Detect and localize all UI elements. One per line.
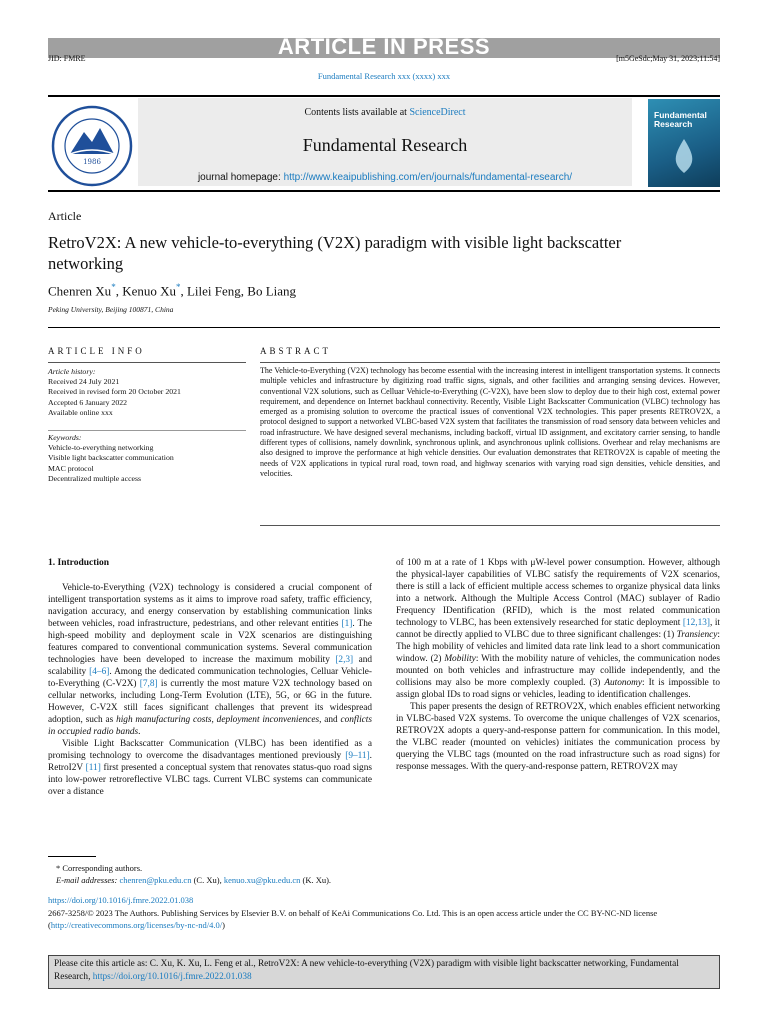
banner-text: ARTICLE IN PRESS — [277, 34, 491, 59]
author[interactable]: Bo Liang — [247, 283, 297, 299]
keyword: Vehicle-to-everything networking — [48, 443, 154, 453]
paragraph: of 100 m at a rate of 1 Kbps with μW-level power consumption. However, although the physical-layer capabilities of VLBC satisfy the requirements of V2X scenarios, there is still a lack of efficient multiple access schemes to organize physical data links into a network. Although the Multiple Access Control (MAC) sublayer of Radio Frequency IDentification (RFID), which is the most related communication technology to VLBC, has been extensively researched for static deployment [12,13], it cannot be directly applied to VLBC due to three significant challenges: (1) Transiency: The high mobility of vehicles and limited data rate link lead to a short communication window. (2) Mobility: With the mobility nature of vehicles, the communication nodes mounted on both vehicles and infrastructure may collide independently, and the collisions may also be more complexly coupled. (3) Autonomy: It is impossible to assign global IDs to road signs or vehicles, leading to identification challenges. — [396, 558, 721, 700]
article-type: Article — [48, 209, 82, 223]
article-history — [48, 367, 246, 418]
email-label: E-mail addresses: — [56, 875, 120, 885]
citation-link[interactable]: [1] — [341, 619, 353, 629]
citation-doi-link[interactable]: https://doi.org/10.1016/j.fmre.2022.01.038 — [92, 972, 252, 982]
journal-citation-link[interactable]: Fundamental Research xxx (xxxx) xxx — [317, 71, 451, 81]
footnote-rule — [48, 856, 96, 857]
author-list: Chenren Xu*, Kenuo Xu*, Lilei Feng, Bo Liang — [48, 282, 297, 299]
footnote-star: * — [56, 863, 61, 873]
contents-prefix: Contents lists available at — [304, 107, 410, 118]
seal-year: 1986 — [83, 158, 101, 166]
header-rule — [48, 190, 720, 192]
sciencedirect-link[interactable]: ScienceDirect — [409, 107, 466, 118]
doi-link[interactable]: https://doi.org/10.1016/j.fmre.2022.01.038 — [48, 895, 194, 905]
citation-link[interactable]: [2,3] — [335, 655, 354, 665]
history-item: Received 24 July 2021 — [48, 377, 120, 387]
license-text: 2667-3258/© 2023 The Authors. Publishing Services by Elsevier B.V. on behalf of KeAi Communications Co. Ltd. This is an open access article under the CC BY-NC-ND license (http://creativecommons.org/licenses/by-nc-nd/4.0/) — [48, 908, 658, 930]
history-item: Accepted 6 January 2022 — [48, 397, 128, 407]
author[interactable]: Kenuo Xu — [122, 283, 176, 299]
article-info-heading: ARTICLE INFO — [48, 346, 145, 356]
citation-link[interactable]: [4–6] — [89, 667, 110, 677]
cover-title: Fundamental Research — [654, 110, 707, 129]
homepage-prefix: journal homepage: — [197, 172, 284, 183]
corresponding-mark[interactable]: * — [175, 282, 181, 292]
author[interactable]: Lilei Feng — [186, 283, 241, 299]
keywords — [48, 433, 246, 484]
citation-link[interactable]: [7,8] — [139, 679, 158, 689]
citation-link[interactable]: [12,13] — [682, 618, 710, 628]
citation-link[interactable]: [9–11] — [345, 751, 370, 761]
history-item: Available online xxx — [48, 407, 113, 417]
journal-title: Fundamental Research — [302, 135, 468, 155]
section-rule — [48, 327, 720, 328]
corresponding-note: Corresponding authors. — [62, 863, 143, 873]
affiliation: Peking University, Beijing 100871, China — [48, 305, 174, 314]
history-item: Received in revised form 20 October 2021 — [48, 387, 181, 397]
email-link[interactable]: kenuo.xu@pku.edu.cn — [223, 875, 301, 885]
manuscript-stamp: [m5GeSdc;May 31, 2023;11:54] — [616, 54, 720, 63]
abstract-heading: ABSTRACT — [260, 346, 332, 356]
keywords-label: Keywords: — [48, 433, 82, 442]
keyword: MAC protocol — [48, 463, 94, 473]
citation-text: Please cite this article as: C. Xu, K. Xu, L. Feng et al., RetroV2X: A new vehicle-to-everything (V2X) paradigm with visible light backscatter networking, Fundamental Research, https://doi.org/10.1016/j.fmre.2022.01.038 — [54, 959, 679, 982]
homepage-link[interactable]: http://www.keaipublishing.com/en/journals/fundamental-research/ — [283, 172, 573, 183]
paragraph: This paper presents the design of RETROV2X, which enables efficient networking in VLBC-based V2X systems. To overcome the unique challenges of V2X scenarios, RETROV2X adopts a query-and-response pattern for communication. In this model, the VLBC reader (mounted on vehicles) initiates the communication process by querying the VLBC tags (mounted on the road infrastructure such as road signs) for response messages. With the query-and-response pattern, RETROV2X may — [396, 702, 720, 772]
author[interactable]: Chenren Xu — [48, 283, 112, 299]
keywords-rule — [48, 430, 246, 431]
article-title: RetroV2X: A new vehicle-to-everything (V2X) paradigm with visible light backscatter networking — [48, 233, 622, 273]
abstract-rule — [260, 362, 720, 363]
journal-homepage — [138, 172, 632, 183]
body-column-right — [396, 557, 720, 773]
paragraph: Vehicle-to-Everything (V2X) technology is considered a crucial component of intelligent transportation systems as it aims to improve road safety, traffic efficiency, navigation accuracy, and energy conservation by establishing communication links between vehicles, road infrastructure, pedestrians, and other relevant entities [1]. The high-speed mobility and deployment scale in V2X scenarios are distinguishing features compared to conventional communication systems. Several communication technologies have been developed to increase the maximum mobility [2,3] and scalability [4–6]. Among the dedicated communication technologies, Celluar Vehicle-to-Everything (C-V2X) [7,8] is currently the most mature V2X technology based on cellular networks, including Long-Term Evolution (LTE), 5G, or 6G in the future. However, C-V2X still faces significant challenges that prevent its widespread adoption, such as high manufacturing costs, deployment inconveniences, and conflicts in occupied radio bands. — [48, 583, 372, 737]
license-link[interactable]: http://creativecommons.org/licenses/by-nc-nd/4.0/ — [50, 920, 223, 930]
abstract-text: The Vehicle-to-Everything (V2X) technology has become essential with the increasing interest in intelligent transportation systems. It connects multiple vehicles and infrastructure by digitizing road traffic signs, signals, and other facilities and arranging sensing devices. However, conventional V2X solutions, such as Celluar Vehicle-to-Everything (C-V2X), have been slow to deploy due to their high cost, external power requirement, and dependence on Internet backhaul connectivity. Recently, Visible Light Backscatter Communication (VLBC) technology has emerged as a promising solution to overcome the practical issues of conventional V2X technologies. This paper presents RETROV2X, a protocol designed to support a networked VLBC-based V2X system that facilitates the transmission of road sensory data between vehicles and road infrastructure. We have designed several mechanisms, including backoff, virtual ID assignment, and excitatory carrier sensing, to handle different types of collisions, namely downlink, synchronous uplink, and asynchronous uplink collisions. Overhear and relay mechanisms are also designed to improve the performance at high vehicle densities. Our evaluation demonstrates that RETROV2X is capable of meeting the needs of V2X applications in typical rural road, town road, and highway scenarios with varying road sign densities, vehicle densities, and velocities. — [260, 366, 720, 478]
citation-link[interactable]: [11] — [85, 763, 101, 773]
keyword: Visible light backscatter communication — [48, 453, 174, 463]
body-column-left — [48, 582, 372, 798]
top-rule — [48, 95, 720, 97]
contents-line — [138, 107, 632, 118]
email-link[interactable]: chenren@pku.edu.cn — [119, 875, 192, 885]
jid-label: JID: FMRE — [48, 54, 86, 63]
history-label: Article history: — [48, 367, 96, 376]
abstract-bottom-rule — [260, 525, 720, 526]
footnote: * Corresponding authors. E-mail addresses: chenren@pku.edu.cn (C. Xu), kenuo.xu@pku.edu.cn (K. Xu). — [56, 863, 332, 885]
keyword: Decentralized multiple access — [48, 473, 142, 483]
article-info-rule — [48, 362, 246, 363]
paragraph: Visible Light Backscatter Communication (VLBC) has been identified as a promising technology to overcome the disadvantages mentioned previously [9–11]. RetroI2V [11] first presented a conceptual system that renovates status-quo road signs into low-power retroreflective VLBC tags. Current VLBC systems can communicate over a distance — [48, 739, 372, 797]
intro-heading: 1. Introduction — [48, 558, 110, 568]
corresponding-mark[interactable]: * — [111, 282, 116, 292]
society-seal-logo — [50, 104, 134, 188]
